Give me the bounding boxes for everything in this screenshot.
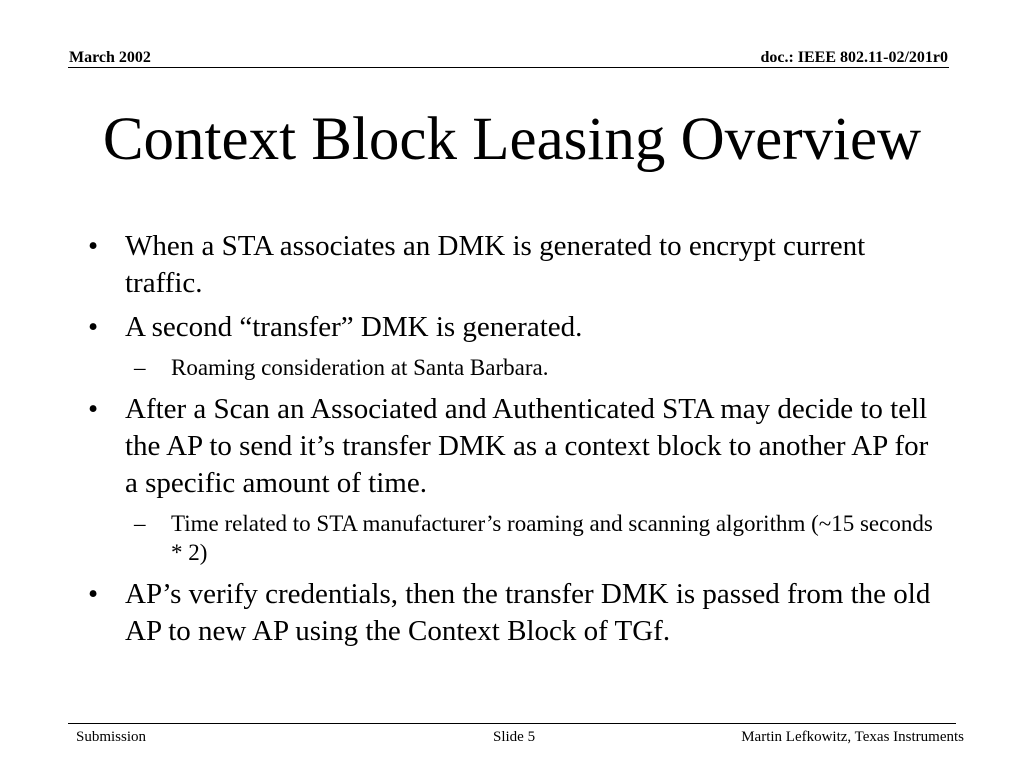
bullet-item [88, 576, 948, 650]
slide-body [88, 228, 948, 657]
slide-title: Context Block Leasing Overview [102, 106, 922, 173]
footer-submission: Submission [76, 729, 147, 745]
sub-bullet-mark: – [134, 355, 146, 380]
sub-bullet-text: Roaming consideration at Santa Barbara. [171, 355, 549, 380]
sub-bullet-item [134, 509, 948, 567]
bullet-mark: • [88, 230, 99, 262]
footer-divider [68, 723, 956, 724]
sub-bullet-text: Time related to STA manufacturer’s roaming and scanning algorithm (~15 seconds * 2) [171, 511, 933, 565]
header-divider [68, 67, 949, 68]
bullet-mark: • [88, 578, 99, 610]
bullet-item [88, 228, 948, 302]
sub-bullet-item [134, 353, 948, 382]
bullet-mark: • [88, 393, 99, 425]
bullet-item [88, 309, 948, 346]
header-doc-id: doc.: IEEE 802.11-02/201r0 [760, 49, 948, 66]
bullet-mark: • [88, 311, 99, 343]
bullet-text: A second “transfer” DMK is generated. [125, 311, 583, 343]
header-date: March 2002 [69, 49, 151, 66]
bullet-item [88, 391, 948, 502]
footer-slide-number: Slide 5 [493, 729, 536, 745]
bullet-text: AP’s verify credentials, then the transfer DMK is passed from the old AP to new AP using the Context Block of TGf. [125, 578, 931, 647]
bullet-text: When a STA associates an DMK is generated to encrypt current traffic. [125, 230, 866, 299]
footer-author: Martin Lefkowitz, Texas Instruments [741, 729, 964, 745]
bullet-text: After a Scan an Associated and Authenticated STA may decide to tell the AP to send it’s transfer DMK as a context block to another AP for a specific amount of time. [125, 393, 929, 499]
sub-bullet-mark: – [134, 511, 146, 536]
